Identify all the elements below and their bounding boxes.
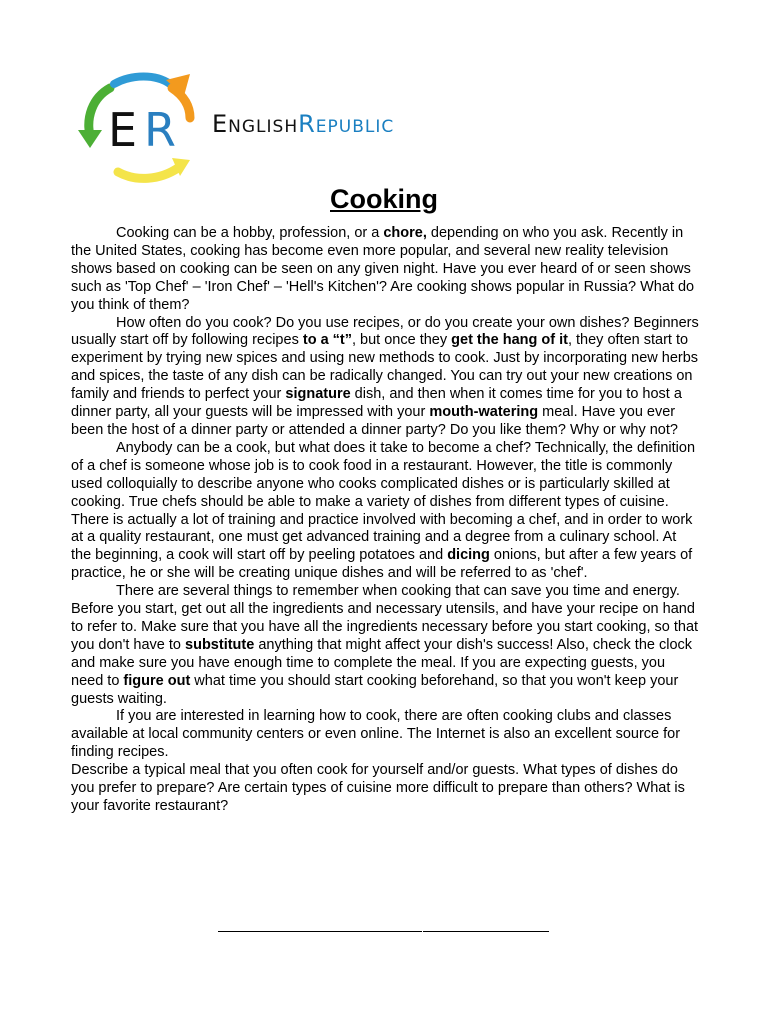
- bold-term: chore,: [383, 225, 427, 241]
- text-run: meal. Have you ever been the host of a dinner party or attended a dinner party? Do you like them? Why or why not?: [71, 404, 678, 438]
- text-run: depending on who you ask. Recently in the United States, cooking has become even more popular, and several new reality television shows based on cooking can be seen on any given night. Have you ever heard of or seen shows such as 'Top Chef' – 'Iron Chef' – 'Hell's Kitchen'? Are cooking shows popular in Russia? What do you think of them?: [71, 225, 695, 313]
- answer-line: [423, 931, 549, 932]
- text-run: what time you should start cooking beforehand, so that you won't keep your guests waiting.: [71, 672, 679, 707]
- brand-part-republic: Republic: [298, 110, 395, 138]
- text-run: anything that might affect your dish's success! Also, check the clock and make sure you have enough time to complete the meal. If you are expecting guests, you need to: [71, 636, 693, 689]
- logo-letter-r: R: [144, 103, 176, 157]
- paragraph: [71, 708, 699, 762]
- text-run: dish, and then when it comes time for you to host a dinner party, all your guests will be impressed with your: [71, 386, 682, 421]
- paragraph: [71, 583, 699, 708]
- bold-term: dicing: [447, 547, 490, 564]
- text-run: If you are interested in learning how to cook, there are often cooking clubs and classes available at local community centers or even online. The Internet is also an excellent source for finding recipes.: [71, 708, 681, 761]
- text-run: Anybody can be a cook, but what does it take to become a chef? Technically, the definition of a chef is someone whose job is to cook food in a restaurant. However, the title is commonly used colloquially to describe anyone who cooks complicated dishes or is particularly skilled at cooking. True chefs should be able to make a variety of dishes from different types of cuisine. There is actually a lot of training and practice involved with becoming a chef, and in order to work at a quality restaurant, one must get advanced training and a degree from a culinary school. At the beginning, a cook will start off by peeling potatoes and: [71, 439, 696, 564]
- bold-term: to a “t”: [302, 332, 352, 349]
- page-title: Cooking: [330, 184, 438, 214]
- brand-part-english: English: [212, 110, 299, 138]
- bold-term: get the hang of it: [451, 332, 568, 349]
- text-run: , they often start to experiment by trying new spices and using new methods to cook. Just by incorporating new herbs and spices, the taste of any dish can be radically changed. You can try out your new creations on family and friends to perfect your: [71, 332, 699, 403]
- text-run: Cooking can be a hobby, profession, or a: [116, 225, 384, 241]
- text-run: , but once they: [352, 332, 452, 349]
- bold-term: substitute: [185, 636, 255, 653]
- bold-term: figure out: [123, 672, 191, 689]
- paragraph: [71, 315, 699, 440]
- logo-letter-e: E: [108, 103, 138, 157]
- brand-name: [212, 112, 394, 136]
- paragraph: [71, 440, 699, 583]
- text-run: There are several things to remember when cooking that can save you time and energy. Before you start, get out all the ingredients and necessary utensils, and have your recipe on hand to refer to. Make sure that you have all the ingredients necessary before you start cooking, so that you don't have to: [71, 583, 699, 653]
- answer-line: [218, 931, 422, 932]
- bold-term: mouth-watering: [429, 404, 539, 421]
- text-run: onions, but after a few years of practice, he or she will be creating unique dishes and will be referred to as 'chef'.: [71, 547, 693, 582]
- text-run: How often do you cook? Do you use recipes, or do you create your own dishes? Beginners usually start off by following recipes: [71, 314, 699, 349]
- article-body: [71, 225, 699, 816]
- bold-term: signature: [285, 386, 351, 403]
- logo-letters: [72, 72, 222, 184]
- paragraph: [71, 225, 699, 315]
- discussion-question: Describe a typical meal that you often cook for yourself and/or guests. What types of dishes do you prefer to prepare? Are certain types of cuisine more difficult to prepare than others? What is your favorite restaurant?: [71, 762, 685, 814]
